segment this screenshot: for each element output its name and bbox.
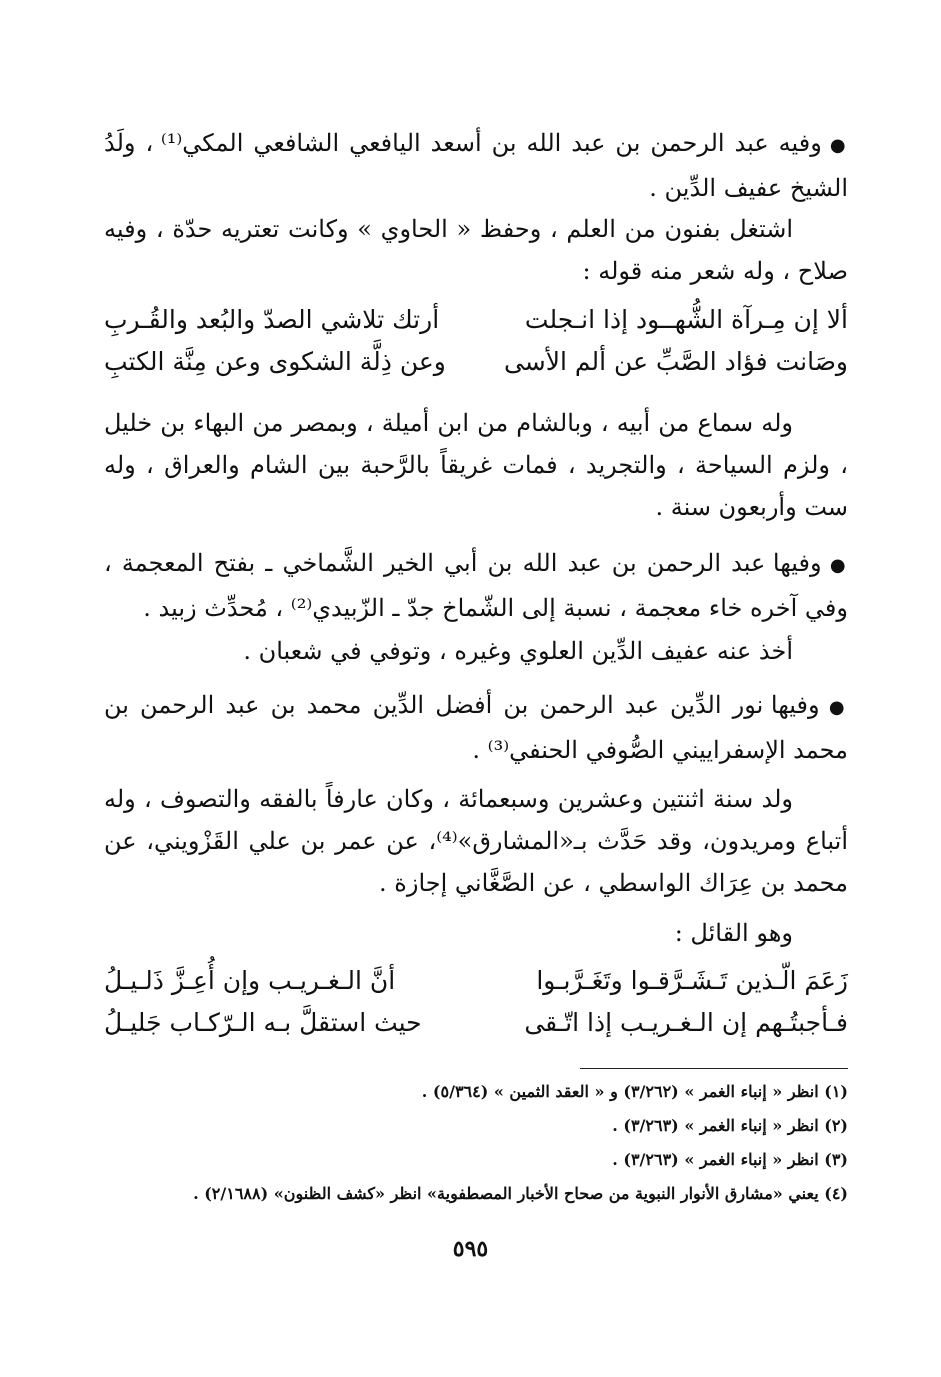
verse-line (104, 966, 848, 1006)
verse-line (104, 305, 848, 345)
verse-hemistich-first: وصَانت فؤاد الصَّبِّ عن ألم الأسى (503, 347, 848, 376)
verse-hemistich-second: حيث استقلَّ بـه الـرّكـاب جَليـلُ (104, 1008, 422, 1037)
paragraph-yafii-bio: اشتغل بفنون من العلم ، وحفظ « الحاوي » وكانت تعتريه حدّة ، وفيه صلاح ، وله شعر منه قوله : (104, 215, 848, 285)
verse-hemistich-first: فـأجبتُـهم إن الـغـريـب إذا اتّـقى (524, 1008, 848, 1037)
footnote-separator (580, 1068, 848, 1069)
paragraph-isfarayini-bio: ولد سنة اثنتين وعشرين وسبعمائة ، وكان عارفاً بالفقه والتصوف ، وله أتباع ومريدون، وقد حَدَّث بـ«المشارق»⁽⁴⁾، عن عمر بن علي القَزْويني، عن محمد بن عِرَاك الواسطي ، عن الصَّغَّاني إجازة . (104, 785, 848, 897)
verse-hemistich-second: أنَّ الـغـريـب وإن أُعِـزَّ ذَلـيـلُ (104, 966, 396, 995)
page-number: ٥٩٥ (452, 1236, 489, 1262)
footnote-4: (٤) يعني «مشارق الأنوار النبوية من صحاح الأخبار المصطفوية» انظر «كشف الظنون» (٢/١٦٨٨) . (193, 1184, 848, 1203)
paragraph-qail: وهو القائل : (674, 919, 793, 947)
verse-hemistich-second: أرتك تلاشي الصدّ والبُعد والقُـربِ (104, 305, 440, 334)
footnote-1: (١) انظر « إنباء الغمر » (٣/٢٦٢) و « العقد الثمين » (٥/٣٦٤) . (421, 1082, 848, 1101)
footnote-2: (٢) انظر « إنباء الغمر » (٣/٢٦٣) . (612, 1116, 848, 1135)
paragraph-yafii-sama: وله سماع من أبيه ، وبالشام من ابن أميلة ، وبمصر من البهاء بن خليل ، ولزم السياحة ، والتجريد ، فمات غريقاً بالرَّحبة بين الشام والعراق ، وله ست وأربعون سنة . (104, 409, 848, 521)
verse-line (104, 347, 848, 387)
entry-yafii: ● وفيه عبد الرحمن بن عبد الله بن أسعد اليافعي الشافعي المكي⁽¹⁾ ، ولَدُ الشيخ عفيف الدِّين . (104, 122, 848, 209)
entry-shammakhi: ● وفيها عبد الرحمن بن عبد الله بن أبي الخير الشَّماخي ـ بفتح المعجمة ، وفي آخره خاء معجمة ، نسبة إلى الشّماخ جدّ ـ الزّبيدي⁽²⁾ ، مُحدِّث زبيد . (104, 542, 848, 629)
verse-hemistich-second: وعن ذِلَّة الشكوى وعن مِنَّة الكتبِ (104, 347, 446, 376)
footnote-3: (٣) انظر « إنباء الغمر » (٣/٢٦٣) . (612, 1150, 848, 1169)
verse-hemistich-first: ألا إن مِـرآة الشُّهــود إذا انـجلت (524, 305, 848, 334)
verse-line (104, 1008, 848, 1048)
paragraph-shammakhi-bio: أخذ عنه عفيف الدِّين العلوي وغيره ، وتوفي في شعبان . (243, 637, 793, 665)
verse-hemistich-first: زَعَمَ الّـذين تَـشَـرَّقـوا وتَغَـرَّبـوا (536, 966, 848, 995)
entry-isfarayini: ● وفيها نور الدِّين عبد الرحمن بن أفضل الدِّين محمد بن عبد الرحمن بن محمد الإسفراييني الصُّوفي الحنفي⁽³⁾ . (104, 684, 848, 771)
